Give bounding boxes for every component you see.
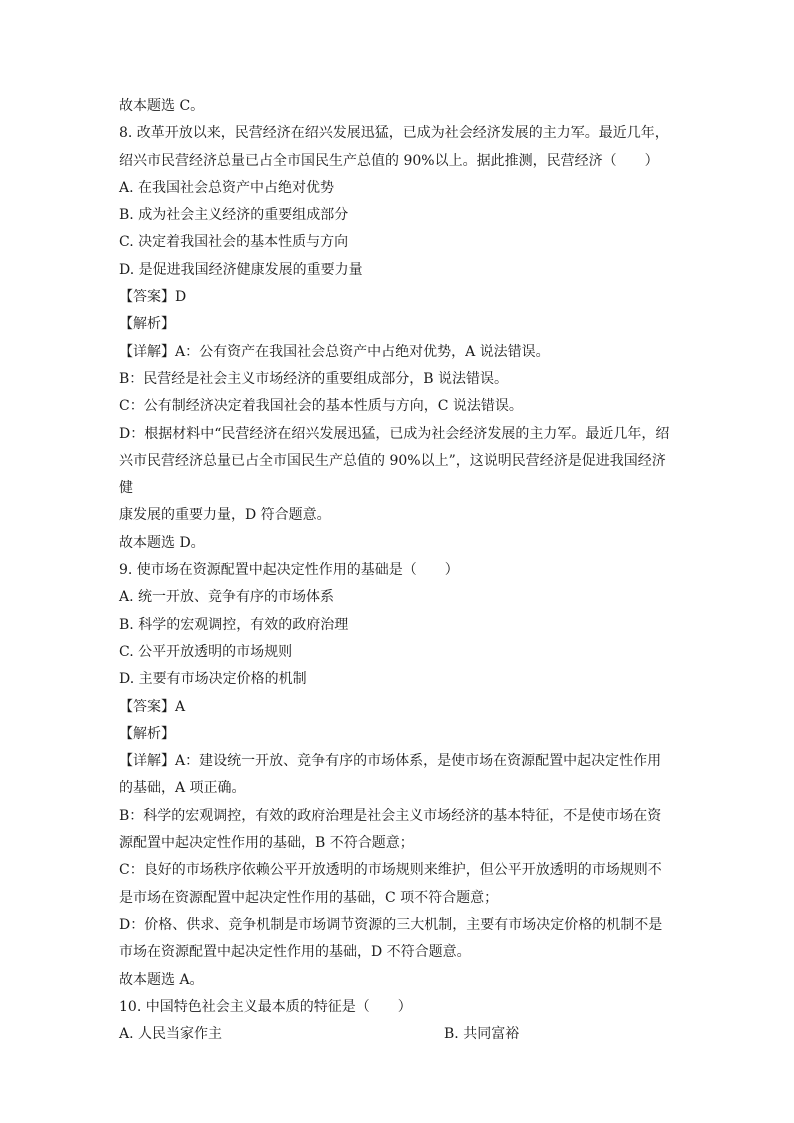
question-9-detail-line: 是市场在资源配置中起决定性作用的基础，C 项不符合题意； bbox=[119, 889, 499, 906]
question-9-detail-line: 【详解】A：建设统一开放、竞争有序的市场体系，是使市场在资源配置中起决定性作用 bbox=[119, 753, 662, 770]
question-8-detail-line: C：公有制经济决定着我国社会的基本性质与方向，C 说法错误。 bbox=[119, 398, 523, 415]
question-8-analysis-label: 【解析】 bbox=[119, 316, 175, 333]
question-9-option-a: A. 统一开放、竞争有序的市场体系 bbox=[119, 589, 335, 606]
question-10-option-a: A. 人民当家作主 bbox=[119, 1026, 223, 1043]
question-8-stem-line-2: 绍兴市民营经济总量已占全市国民生产总值的 90%以上。据此推测，民营经济（ ） bbox=[119, 152, 659, 169]
question-9-analysis-label: 【解析】 bbox=[119, 725, 175, 742]
prev-question-conclusion: 故本题选 C。 bbox=[119, 98, 205, 114]
question-9-detail-line: 市场在资源配置中起决定性作用的基础，D 不符合题意。 bbox=[119, 944, 471, 961]
question-9-answer: 【答案】A bbox=[119, 698, 186, 715]
question-10-option-b: B. 共同富裕 bbox=[444, 1026, 520, 1043]
question-9-detail-line: C：良好的市场秩序依赖公平开放透明的市场规则来维护，但公平开放透明的市场规则不 bbox=[119, 862, 662, 879]
question-9-option-b: B. 科学的宏观调控，有效的政府治理 bbox=[119, 616, 349, 633]
question-10-options-row bbox=[119, 1021, 679, 1048]
question-8-answer: 【答案】D bbox=[119, 289, 187, 306]
question-10-stem: 10. 中国特色社会主义最本质的特征是（ ） bbox=[119, 998, 412, 1015]
question-10 bbox=[119, 994, 679, 1049]
question-9-detail-line: D：价格、供求、竞争机制是市场调节资源的三大机制，主要有市场决定价格的机制不是 bbox=[119, 916, 663, 933]
question-9-stem: 9. 使市场在资源配置中起决定性作用的基础是（ ） bbox=[119, 562, 459, 579]
question-8-detail-line: 康发展的重要力量，D 符合题意。 bbox=[119, 507, 331, 524]
question-8-option-b: B. 成为社会主义经济的重要组成部分 bbox=[119, 207, 349, 224]
question-9-option-d: D. 主要有市场决定价格的机制 bbox=[119, 671, 307, 688]
question-8-detail-line: 兴市民营经济总量已占全市国民生产总值的 90%以上”，这说明民营经济是促进我国经济健 bbox=[119, 452, 666, 497]
question-9-conclusion: 故本题选 A。 bbox=[119, 971, 204, 988]
question-8-option-c: C. 决定着我国社会的基本性质与方向 bbox=[119, 234, 349, 251]
document-content bbox=[119, 93, 679, 1048]
question-8-detail-line: 【详解】A：公有资产在我国社会总资产中占绝对优势，A 说法错误。 bbox=[119, 343, 550, 360]
question-8-option-a: A. 在我国社会总资产中占绝对优势 bbox=[119, 179, 335, 196]
question-9-detail-line: 的基础，A 项正确。 bbox=[119, 780, 246, 797]
question-8-detail-line: D：根据材料中“民营经济在绍兴发展迅猛，已成为社会经济发展的主力军。最近几年，绍 bbox=[119, 425, 670, 442]
question-8 bbox=[119, 120, 679, 557]
question-8-conclusion: 故本题选 D。 bbox=[119, 534, 205, 551]
question-9-option-c: C. 公平开放透明的市场规则 bbox=[119, 643, 293, 660]
question-8-detail-line: B：民营经是社会主义市场经济的重要组成部分，B 说法错误。 bbox=[119, 370, 509, 387]
question-8-stem-line-1: 8. 改革开放以来，民营经济在绍兴发展迅猛，已成为社会经济发展的主力军。最近几年， bbox=[119, 125, 669, 142]
question-9 bbox=[119, 557, 679, 994]
question-9-detail-line: B：科学的宏观调控，有效的政府治理是社会主义市场经济的基本特征，不是使市场在资 bbox=[119, 807, 662, 824]
question-9-detail-line: 源配置中起决定性作用的基础，B 不符合题意； bbox=[119, 835, 414, 852]
question-8-option-d: D. 是促进我国经济健康发展的重要力量 bbox=[119, 261, 363, 278]
